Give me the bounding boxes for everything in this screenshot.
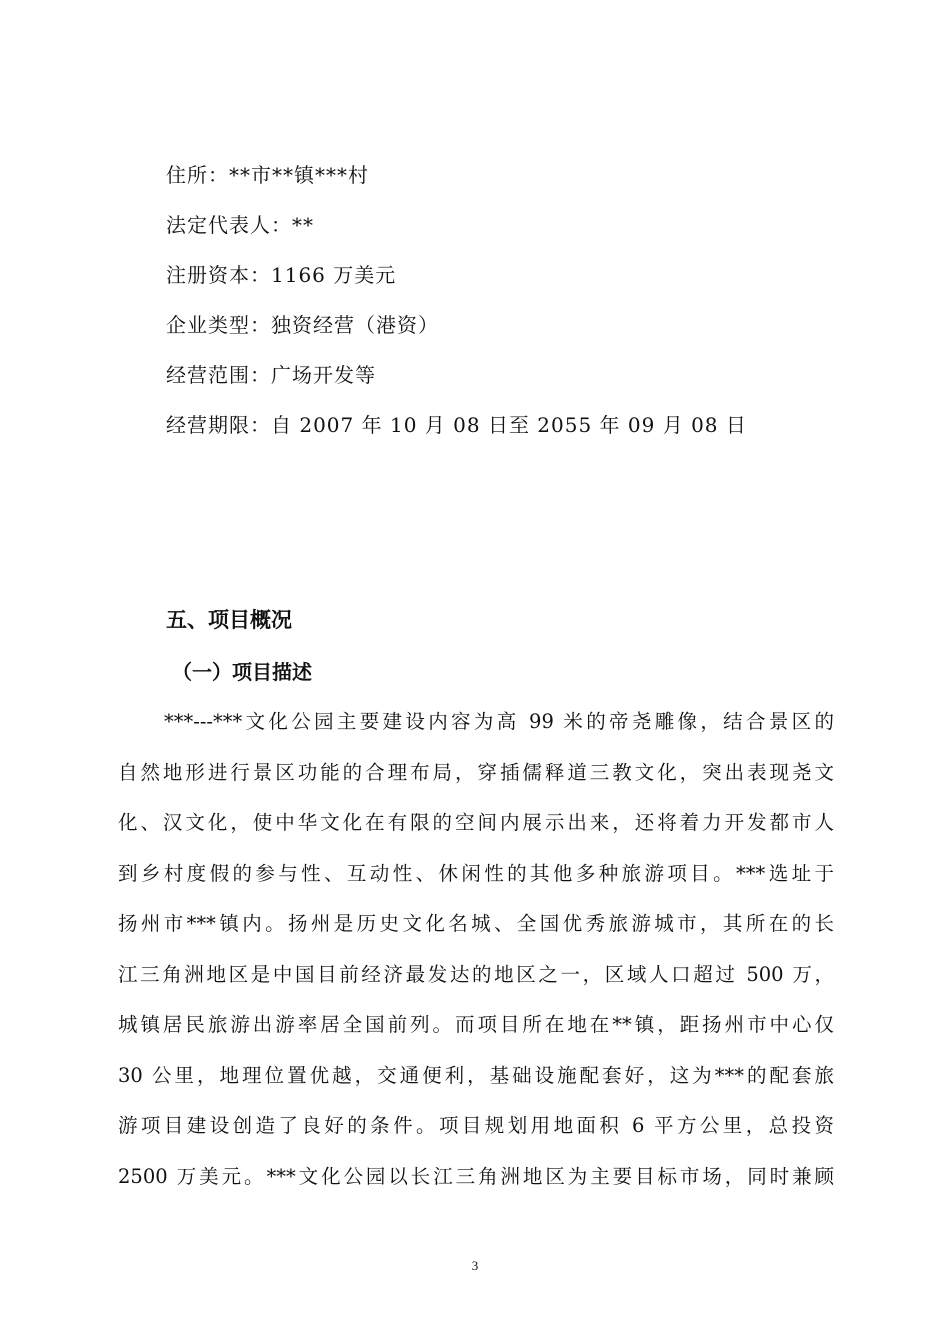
paragraph-line: 30 公里，地理位置优越，交通便利，基础设施配套好，这为***的配套旅	[118, 1063, 834, 1087]
paragraph-line: 游项目建设创造了良好的条件。项目规划用地面积 6 平方公里，总投资	[118, 1114, 834, 1137]
paragraph-line: 2500 万美元。***文化公园以长江三角洲地区为主要目标市场，同时兼顾	[118, 1164, 834, 1188]
company-info-list	[166, 154, 866, 454]
info-address: 住所：**市**镇***村	[166, 163, 369, 187]
page-number: 3	[471, 1258, 479, 1273]
info-business-term: 经营期限：自 2007 年 10 月 08 日至 2055 年 09 月 08 日	[166, 413, 747, 437]
paragraph-line: 扬州市***镇内。扬州是历史文化名城、全国优秀旅游城市，其所在的长	[118, 912, 834, 935]
paragraph-line: 自然地形进行景区功能的合理布局，穿插儒释道三教文化，突出表现尧文	[118, 760, 834, 784]
paragraph-line: 江三角洲地区是中国目前经济最发达的地区之一，区域人口超过 500 万，	[118, 962, 834, 986]
info-enterprise-type: 企业类型：独资经营（港资）	[166, 313, 439, 337]
section-heading: 五、项目概况	[166, 608, 292, 632]
paragraph-line: 化、汉文化，使中华文化在有限的空间内展示出来，还将着力开发都市人	[118, 811, 834, 834]
project-description-paragraph	[118, 700, 834, 1205]
info-registered-capital: 注册资本：1166 万美元	[166, 263, 397, 287]
subsection-heading: （一）项目描述	[172, 660, 312, 684]
info-legal-representative: 法定代表人：**	[166, 213, 314, 237]
paragraph-line: ***---***文化公园主要建设内容为高 99 米的帝尧雕像，结合景区的	[164, 710, 834, 733]
paragraph-line: 到乡村度假的参与性、互动性、休闲性的其他多种旅游项目。***选址于	[118, 861, 834, 885]
info-business-scope: 经营范围：广场开发等	[166, 363, 376, 387]
paragraph-line: 城镇居民旅游出游率居全国前列。而项目所在地在**镇，距扬州市中心仅	[118, 1013, 834, 1036]
